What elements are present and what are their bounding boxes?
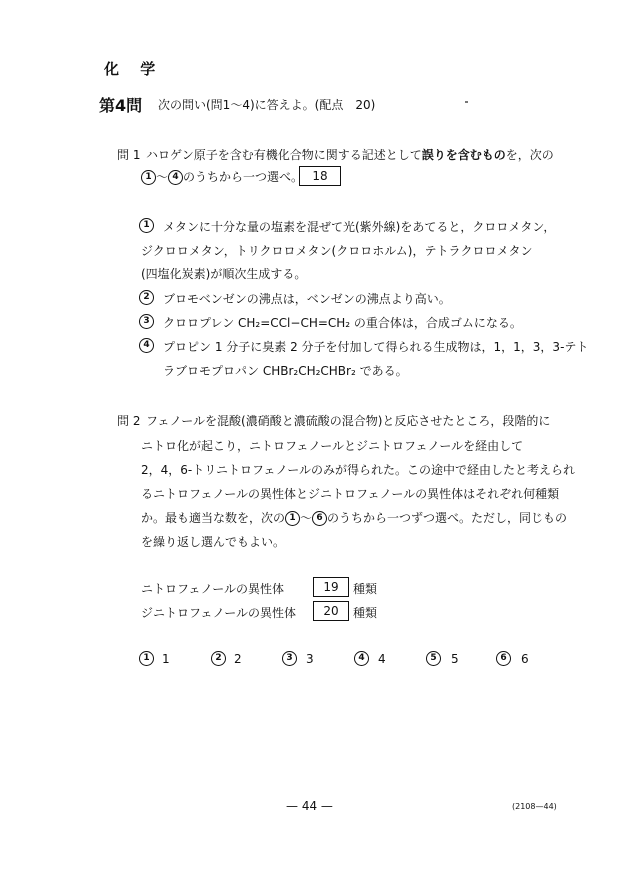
answer-unit-19: 種類 [353, 582, 378, 596]
choice-value-2: 2 [234, 652, 242, 666]
q1-option-2-line1: ブロモベンゼンの沸点は，ベンゼンの沸点より高い。 [163, 292, 451, 306]
choice-value-3: 3 [306, 652, 314, 666]
answer-box-20: 20 [313, 601, 349, 621]
choice-number-5: 5 [426, 651, 441, 666]
circled-number: 6 [312, 511, 327, 526]
q2-line3: 2，4，6-トリニトロフェノールのみが得られた。この途中で経由したと考えられ [141, 463, 576, 477]
choice-value-5: 5 [451, 652, 459, 666]
question-instruction: 次の問い(問1～4)に答えよ。(配点 20) [158, 98, 376, 112]
circled-number: 1 [285, 511, 300, 526]
circled-number: 4 [168, 170, 183, 185]
subject-title: 化 学 [104, 60, 164, 78]
option-number-2: 2 [139, 290, 154, 305]
q1-option-4-line1: プロピン 1 分子に臭素 2 分子を付加して得られる生成物は，1，1，3，3-テト [163, 340, 589, 354]
q1-stem-text-b: を，次の [505, 148, 554, 162]
q1-stem-line1 [146, 146, 554, 163]
option-number-3: 3 [139, 314, 154, 329]
answer-unit-20: 種類 [353, 606, 378, 620]
q1-option-1-line3: (四塩化炭素)が順次生成する。 [141, 267, 307, 281]
choice-number-6: 6 [496, 651, 511, 666]
q2-line5-text: か。最も適当な数を，次の [141, 511, 286, 525]
q1-option-4-line2: ラブロモプロパン CHBr₂CH₂CHBr₂ である。 [163, 364, 408, 378]
option-number-4: 4 [139, 338, 154, 353]
q1-option-1-line1: メタンに十分な量の塩素を混ぜて光(紫外線)をあてると，クロロメタン， [163, 220, 556, 234]
exam-code: (2108—44) [512, 802, 557, 811]
q1-stem-text-a: ハロゲン原子を含む有機化合物に関する記述として [146, 148, 422, 162]
answer-row-label-19: ニトロフェノールの異性体 [141, 582, 285, 596]
q1-stem-text-c: のうちから一つ選べ。 [183, 170, 304, 184]
choice-number-2: 2 [211, 651, 226, 666]
choice-value-1: 1 [162, 652, 170, 666]
scan-speck [465, 101, 468, 103]
q2-line6: を繰り返し選んでもよい。 [141, 535, 286, 549]
choice-value-4: 4 [378, 652, 386, 666]
circled-number: 1 [141, 170, 156, 185]
q1-stem-emphasis: 誤りを含むもの [421, 148, 506, 162]
answer-box-18: 18 [299, 166, 341, 186]
choice-value-6: 6 [521, 652, 529, 666]
option-number-1: 1 [139, 218, 154, 233]
q1-option-1-line2: ジクロロメタン，トリクロロメタン(クロロホルム)，テトラクロロメタン [141, 244, 533, 258]
q2-line4: るニトロフェノールの異性体とジニトロフェノールの異性体はそれぞれ何種類 [141, 487, 560, 501]
q1-label: 問 1 [117, 148, 141, 162]
q1-stem-line2 [141, 168, 303, 185]
q2-line2: ニトロ化が起こり，ニトロフェノールとジニトロフェノールを経由して [141, 439, 524, 453]
q1-option-3-line1: クロロプレン CH₂=CCl−CH=CH₂ の重合体は，合成ゴムになる。 [163, 316, 522, 330]
choice-number-1: 1 [139, 651, 154, 666]
answer-box-19: 19 [313, 577, 349, 597]
tilde: ～ [156, 170, 169, 184]
q2-line5-rest: のうちから一つずつ選べ。ただし，同じもの [327, 511, 568, 525]
tilde: ～ [300, 511, 313, 525]
page-number: — 44 — [286, 799, 333, 813]
answer-row-label-20: ジニトロフェノールの異性体 [141, 606, 297, 620]
question-number: 第4問 [99, 96, 143, 115]
q2-line1: フェノールを混酸(濃硝酸と濃硫酸の混合物)と反応させたところ，段階的に [146, 414, 551, 428]
q2-label: 問 2 [117, 414, 141, 428]
choice-number-4: 4 [354, 651, 369, 666]
choice-number-3: 3 [282, 651, 297, 666]
q2-line5 [141, 509, 567, 526]
